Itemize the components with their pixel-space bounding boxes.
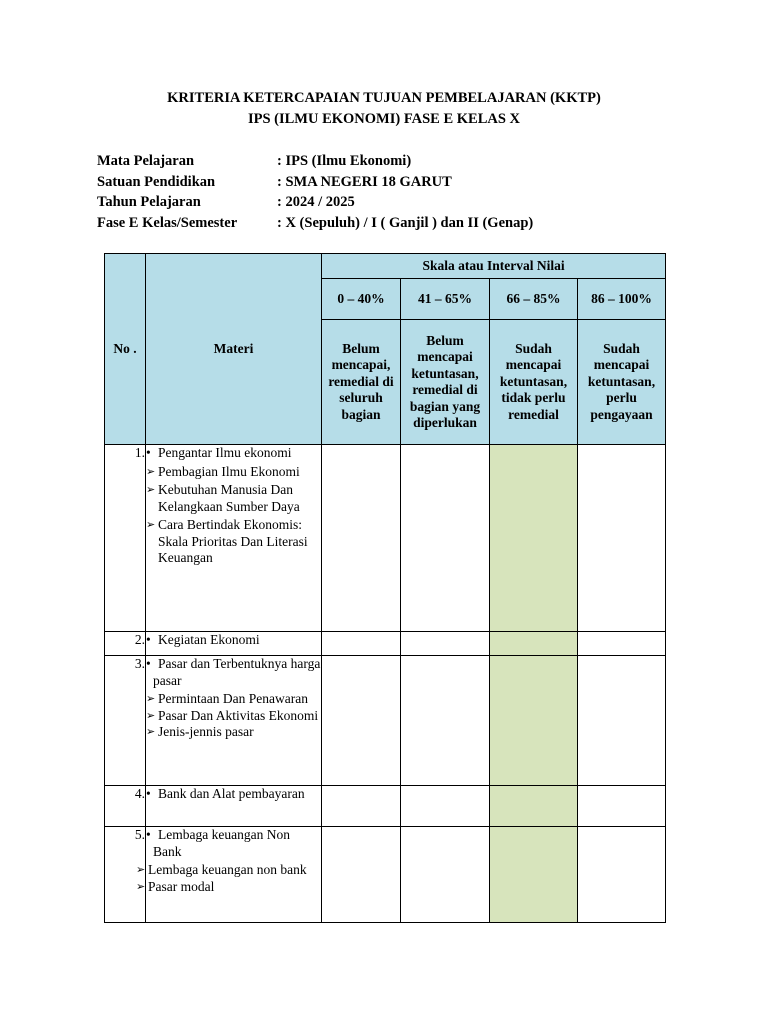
header-range: 86 – 100% xyxy=(578,279,666,320)
table-row xyxy=(105,445,666,632)
score-cell[interactable] xyxy=(322,632,401,656)
score-cell[interactable] xyxy=(401,827,490,923)
bullet-icon: • xyxy=(146,656,151,671)
score-cell[interactable] xyxy=(490,632,578,656)
header-skala: Skala atau Interval Nilai xyxy=(322,254,666,279)
header-descriptor: Belum mencapai ketuntasan, remedial di bagian yang diperlukan xyxy=(401,320,490,445)
row-number: 1. xyxy=(105,445,146,632)
score-cell[interactable] xyxy=(322,827,401,923)
header-no: No . xyxy=(105,254,146,445)
score-cell[interactable] xyxy=(578,632,666,656)
arrow-bullet-icon: ➢ xyxy=(146,484,156,496)
bullet-icon: • xyxy=(146,632,151,647)
materi-sub: Lembaga keuangan non bank xyxy=(148,862,307,877)
bullet-icon: • xyxy=(146,786,151,801)
row-materi xyxy=(146,656,322,786)
row-materi xyxy=(146,786,322,827)
kktp-table xyxy=(104,253,666,923)
materi-sub: Cara Bertindak Ekonomis: Skala Prioritas Dan Literasi Keuangan xyxy=(158,517,308,565)
arrow-bullet-icon: ➢ xyxy=(146,726,156,738)
row-number: 3. xyxy=(105,656,146,786)
arrow-bullet-icon: ➢ xyxy=(146,693,156,705)
info-value: : IPS (Ilmu Ekonomi) xyxy=(277,153,412,169)
info-label: Mata Pelajaran xyxy=(97,153,195,169)
materi-main: Pasar dan Terbentuknya harga pasar xyxy=(153,656,321,688)
row-materi xyxy=(136,827,322,923)
row-number: 5. xyxy=(105,827,146,923)
row-number: 4. xyxy=(105,786,146,827)
materi-sub: Pembagian Ilmu Ekonomi xyxy=(158,463,300,479)
row-number: 2. xyxy=(105,632,146,656)
row-materi xyxy=(146,445,322,632)
info-label: Fase E Kelas/Semester xyxy=(97,214,238,231)
info-value: : SMA NEGERI 18 GARUT xyxy=(277,173,452,190)
bullet-icon: • xyxy=(146,445,151,460)
score-cell[interactable] xyxy=(401,445,490,632)
info-label: Satuan Pendidikan xyxy=(97,173,216,190)
header-range: 66 – 85% xyxy=(490,279,578,320)
score-cell[interactable] xyxy=(490,656,578,786)
header-descriptor: Sudah mencapai ketuntasan, perlu pengayaan xyxy=(578,320,666,445)
score-cell[interactable] xyxy=(490,786,578,827)
score-cell[interactable] xyxy=(490,445,578,632)
score-cell[interactable] xyxy=(578,827,666,923)
header-range: 0 – 40% xyxy=(322,279,401,320)
info-label: Tahun Pelajaran xyxy=(97,194,201,210)
materi-sub: Kebutuhan Manusia Dan Kelangkaan Sumber Daya xyxy=(158,482,300,514)
score-cell[interactable] xyxy=(322,786,401,827)
materi-sub: Permintaan Dan Penawaran xyxy=(158,691,308,706)
materi-main: Bank dan Alat pembayaran xyxy=(158,786,305,801)
table-row xyxy=(105,827,666,923)
arrow-bullet-icon: ➢ xyxy=(146,465,156,478)
materi-main: Lembaga keuangan Non Bank xyxy=(153,827,290,859)
info-value: : 2024 / 2025 xyxy=(277,194,355,210)
table-row xyxy=(105,656,666,786)
score-cell[interactable] xyxy=(322,656,401,786)
score-cell[interactable] xyxy=(401,632,490,656)
score-cell[interactable] xyxy=(490,827,578,923)
score-cell[interactable] xyxy=(401,656,490,786)
table-row xyxy=(105,786,666,827)
header-descriptor: Belum mencapai, remedial di seluruh bagian xyxy=(322,320,401,445)
score-cell[interactable] xyxy=(322,445,401,632)
info-value: : X (Sepuluh) / I ( Ganjil ) dan II (Genap) xyxy=(277,214,534,231)
materi-main: Pengantar Ilmu ekonomi xyxy=(158,445,292,460)
header-descriptor: Sudah mencapai ketuntasan, tidak perlu remedial xyxy=(490,320,578,445)
document-subtitle: IPS (ILMU EKONOMI) FASE E KELAS X xyxy=(247,111,521,127)
header-range: 41 – 65% xyxy=(401,279,490,320)
score-cell[interactable] xyxy=(401,786,490,827)
materi-sub: Pasar Dan Aktivitas Ekonomi xyxy=(158,707,319,723)
document-title: KRITERIA KETERCAPAIAN TUJUAN PEMBELAJARAN (KKTP) xyxy=(167,90,601,106)
arrow-bullet-icon: ➢ xyxy=(136,880,146,893)
materi-sub: Jenis-jennis pasar xyxy=(158,724,254,739)
row-materi xyxy=(146,632,322,656)
table-row xyxy=(105,632,666,656)
materi-sub: Pasar modal xyxy=(148,878,215,894)
arrow-bullet-icon: ➢ xyxy=(136,864,146,876)
score-cell[interactable] xyxy=(578,656,666,786)
arrow-bullet-icon: ➢ xyxy=(146,709,156,722)
score-cell[interactable] xyxy=(578,786,666,827)
bullet-icon: • xyxy=(146,827,151,842)
header-materi: Materi xyxy=(146,254,322,445)
score-cell[interactable] xyxy=(578,445,666,632)
materi-main: Kegiatan Ekonomi xyxy=(158,632,260,647)
arrow-bullet-icon: ➢ xyxy=(146,519,156,531)
